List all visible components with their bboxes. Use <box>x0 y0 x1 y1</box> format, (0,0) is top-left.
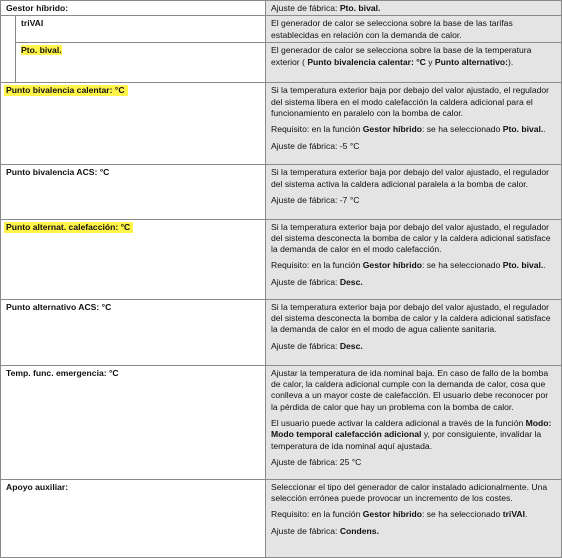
row-label: Punto bivalencia calentar: °C <box>1 83 266 165</box>
table-row <box>1 365 562 479</box>
row-label: Pto. bival. <box>16 43 266 83</box>
table-row <box>1 43 562 83</box>
row-label: triVAI <box>16 16 266 43</box>
row-label: Punto alternativo ACS: °C <box>1 299 266 365</box>
table-row <box>1 299 562 365</box>
row-label: Punto alternat. calefacción: °C <box>1 219 266 299</box>
row-description: Ajuste de fábrica: Pto. bival. <box>266 1 562 16</box>
table-row <box>1 1 562 16</box>
row-label: Punto bivalencia ACS: °C <box>1 165 266 219</box>
indent-gutter <box>1 43 16 83</box>
row-description: Si la temperatura exterior baja por debajo del valor ajustado, el regulador del sistema desconecta la bomba de calor y la caldera adicional satisface la demanda de calor en el modo calefacción. Requisito: en la función Gestor híbrido: se ha seleccionado Pto. bival.. Ajuste de fábrica: Desc. <box>266 219 562 299</box>
row-description: El generador de calor se selecciona sobre la base de la temperatura exterior ( Punto bivalencia calentar: °C y Punto alternativo:). <box>266 43 562 83</box>
indent-gutter <box>1 16 16 43</box>
table-row <box>1 165 562 219</box>
row-description: Si la temperatura exterior baja por debajo del valor ajustado, el regulador del sistema activa la caldera adicional paralela a la bomba de calor. Ajuste de fábrica: -7 °C <box>266 165 562 219</box>
row-description: Si la temperatura exterior baja por debajo del valor ajustado, el regulador del sistema libera en el modo calefacción la caldera adicional para el funcionamiento en paralelo con la bomba de calor. Requisito: en la función Gestor híbrido: se ha seleccionado Pto. bival.. Ajuste de fábrica: -5 °C <box>266 83 562 165</box>
row-label: Apoyo auxiliar: <box>1 479 266 557</box>
row-description: Ajustar la temperatura de ida nominal baja. En caso de fallo de la bomba de calor, la caldera adicional cumple con la demanda de calor, cosa que conlleva a un mayor coste de calefacción. El usuario debe reconocer por la pérdida de calor que hay un problema con la bomba de calor. El usuario puede activar la caldera adicional a través de la función Modo: Modo temporal calefacción adicional y, por consiguiente, invalidar la temperatura de ida nominal aquí ajustada. Ajuste de fábrica: 25 °C <box>266 365 562 479</box>
row-label: Temp. func. emergencia: °C <box>1 365 266 479</box>
row-description: Seleccionar el tipo del generador de calor instalado adicionalmente. Una selección errónea puede provocar un incremento de los costes. Requisito: en la función Gestor híbrido: se ha seleccionado triVAI. Ajuste de fábrica: Condens. <box>266 479 562 557</box>
table-row <box>1 83 562 165</box>
row-label: Gestor híbrido: <box>1 1 266 16</box>
row-description: El generador de calor se selecciona sobre la base de las tarifas establecidas en relación con la demanda de calor. <box>266 16 562 43</box>
table-row <box>1 219 562 299</box>
table-row <box>1 479 562 557</box>
row-description: Si la temperatura exterior baja por debajo del valor ajustado, el regulador del sistema desconecta la bomba de calor y la caldera adicional satisface la demanda de calor en el modo de agua caliente sanitaria. Ajuste de fábrica: Desc. <box>266 299 562 365</box>
table-row <box>1 16 562 43</box>
